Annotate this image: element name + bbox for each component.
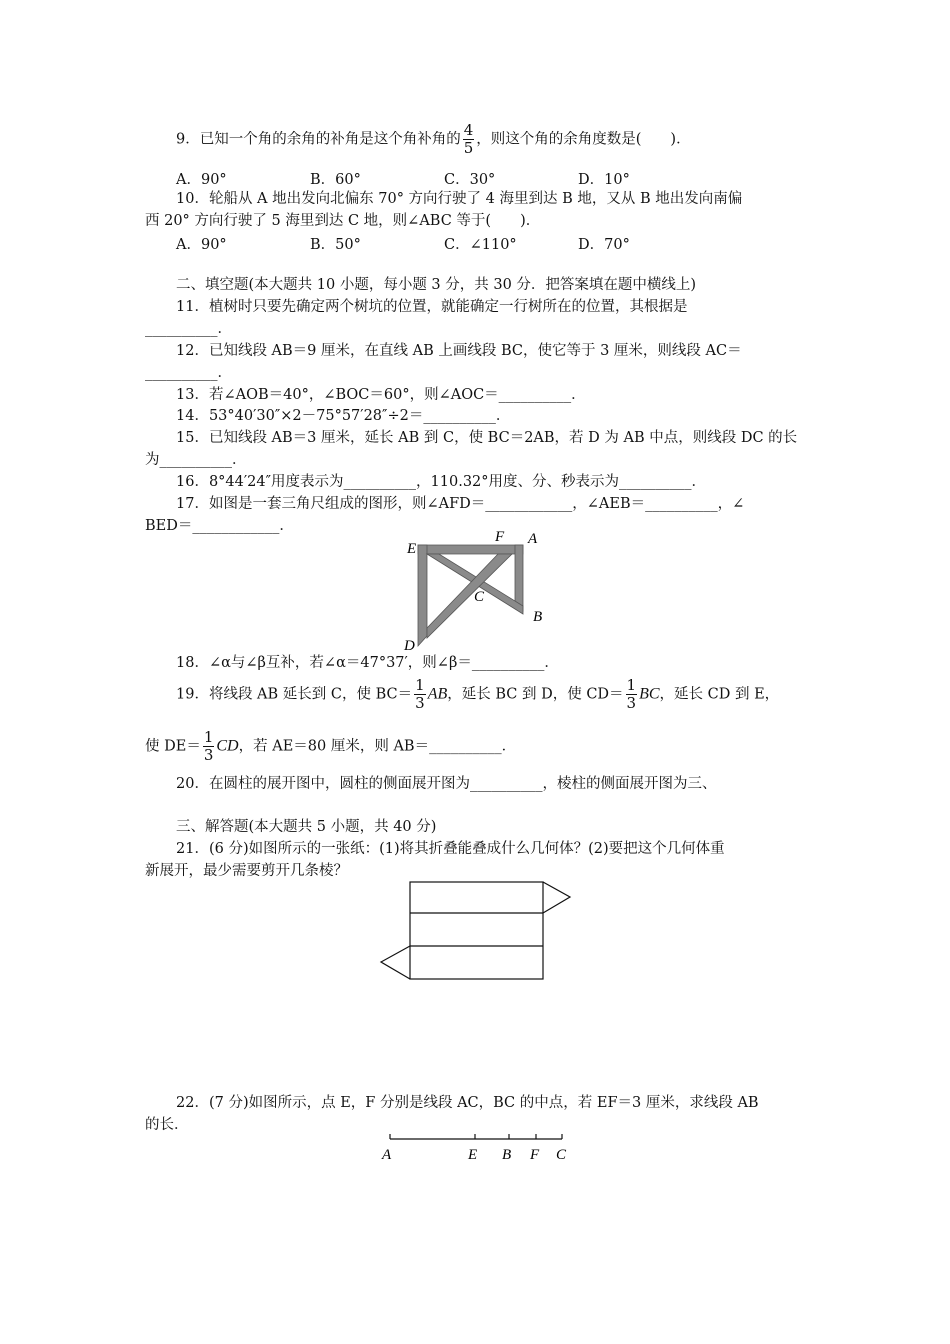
q9-fraction: $\frac{4}{5}$	[463, 121, 474, 157]
net-triangle-left	[381, 946, 410, 979]
q15-line1: 15．已知线段 AB＝3 厘米，延长 AB 到 C，使 BC＝2AB，若 D 为 AB 中点，则线段 DC 的长	[176, 430, 798, 446]
q11-line2: __________．	[145, 321, 232, 337]
fig22-label-b: B	[502, 1147, 512, 1163]
set-square-top-bar	[418, 545, 523, 554]
set-square-right-bar	[515, 545, 523, 611]
q21-line1: 21．(6 分)如图所示的一张纸：(1)将其折叠能叠成什么几何体？(2)要把这个几何体重	[176, 841, 725, 857]
q9-stem	[176, 122, 691, 157]
q9-option-c: C．30°	[444, 172, 496, 188]
q9-option-d: D．10°	[578, 172, 630, 188]
q10-options	[176, 233, 712, 254]
fig17-label-a: A	[528, 531, 538, 547]
q14: 14．53°40′30″×2－75°57′28″÷2＝__________．	[176, 408, 511, 424]
fig22-label-e: E	[468, 1147, 478, 1163]
set-square-shapes	[418, 545, 523, 646]
q9-text: 9．已知一个角的余角的补角是这个角补角的	[176, 131, 461, 148]
q17-line1: 17．如图是一套三角尺组成的图形，则∠AFD＝____________，∠AEB＝__________，∠	[176, 496, 745, 512]
q9-options	[176, 168, 712, 189]
q15-line2: 为__________．	[145, 452, 247, 468]
set-square-left-bar	[418, 545, 427, 646]
fig17-label-e: E	[407, 541, 417, 557]
q12-line1: 12．已知线段 AB＝9 厘米，在直线 AB 上画线段 BC，使它等于 3 厘米，则线段 AC＝	[176, 343, 742, 359]
q9-text-b: ，则这个角的余角度数是( )．	[476, 131, 691, 148]
q10-line2: 西 20° 方向行驶了 5 海里到达 C 地，则∠ABC 等于( )．	[145, 213, 541, 229]
q19-fraction-3: $\frac{1}{3}$	[203, 728, 214, 764]
section-3-heading: 三、解答题(本大题共 5 小题，共 40 分)	[176, 819, 437, 835]
fig17-label-d: D	[404, 638, 415, 653]
q9-option-b: B．60°	[310, 172, 361, 188]
line-segment-figure	[375, 1130, 580, 1166]
section-2-heading: 二、填空题(本大题共 10 小题，每小题 3 分，共 30 分．把答案填在题中横线上)	[176, 277, 697, 293]
net-triangle-right	[543, 882, 570, 913]
q10-option-c: C．∠110°	[444, 237, 517, 253]
q10-option-d: D．70°	[578, 237, 630, 253]
q9-option-a: A．90°	[176, 172, 227, 188]
q10-line1: 10．轮船从 A 地出发向北偏东 70° 方向行驶了 4 海里到达 B 地，又从 B 地出发向南偏	[176, 191, 743, 207]
fig22-label-a: A	[382, 1147, 392, 1163]
triangle-ruler-figure	[395, 528, 555, 653]
q20: 20．在圆柱的展开图中，圆柱的侧面展开图为__________，棱柱的侧面展开图为三、	[176, 776, 717, 792]
q18: 18．∠α与∠β互补，若∠α＝47°37′，则∠β＝__________．	[176, 655, 559, 671]
q19-line1: 19．将线段 AB 延长到 C，使 BC＝ $\frac{1}{3}$ AB，延长 BC 到 D，使 CD＝ $\frac{1}{3}$ BC，延长 CD 到 E，	[176, 676, 780, 712]
fig17-label-b: B	[533, 609, 543, 625]
q19-fraction-1: $\frac{1}{3}$	[415, 676, 425, 712]
fig17-label-c: C	[474, 589, 485, 605]
q11-line1: 11．植树时只要先确定两个树坑的位置，就能确定一行树所在的位置，其根据是	[176, 299, 688, 315]
q19-line2: 使 DE＝ $\frac{1}{3}$ CD，若 AE＝80 厘米，则 AB＝__________．	[145, 728, 517, 764]
q10-option-a: A．90°	[176, 237, 227, 253]
fig22-label-f: F	[530, 1147, 540, 1163]
q21-line2: 新展开，最少需要剪开几条棱？	[145, 863, 348, 879]
q12-line2: __________．	[145, 365, 232, 381]
q13: 13．若∠AOB＝40°，∠BOC＝60°，则∠AOC＝__________．	[176, 387, 586, 403]
prism-net-figure	[378, 880, 578, 982]
q22-line2: 的长．	[145, 1117, 189, 1133]
q22-line1: 22．(7 分)如图所示，点 E，F 分别是线段 AC，BC 的中点，若 EF＝3 厘米，求线段 AB	[176, 1095, 759, 1111]
q17-line2: BED＝____________．	[145, 518, 294, 534]
q16: 16．8°44′24″用度表示为__________，110.32°用度、分、秒表示为__________．	[176, 474, 707, 490]
fig22-label-c: C	[556, 1147, 567, 1163]
q19-fraction-2: $\frac{1}{3}$	[626, 676, 637, 712]
fig17-label-f: F	[495, 529, 505, 545]
net-outer-rect	[410, 882, 543, 979]
q10-option-b: B．50°	[310, 237, 361, 253]
